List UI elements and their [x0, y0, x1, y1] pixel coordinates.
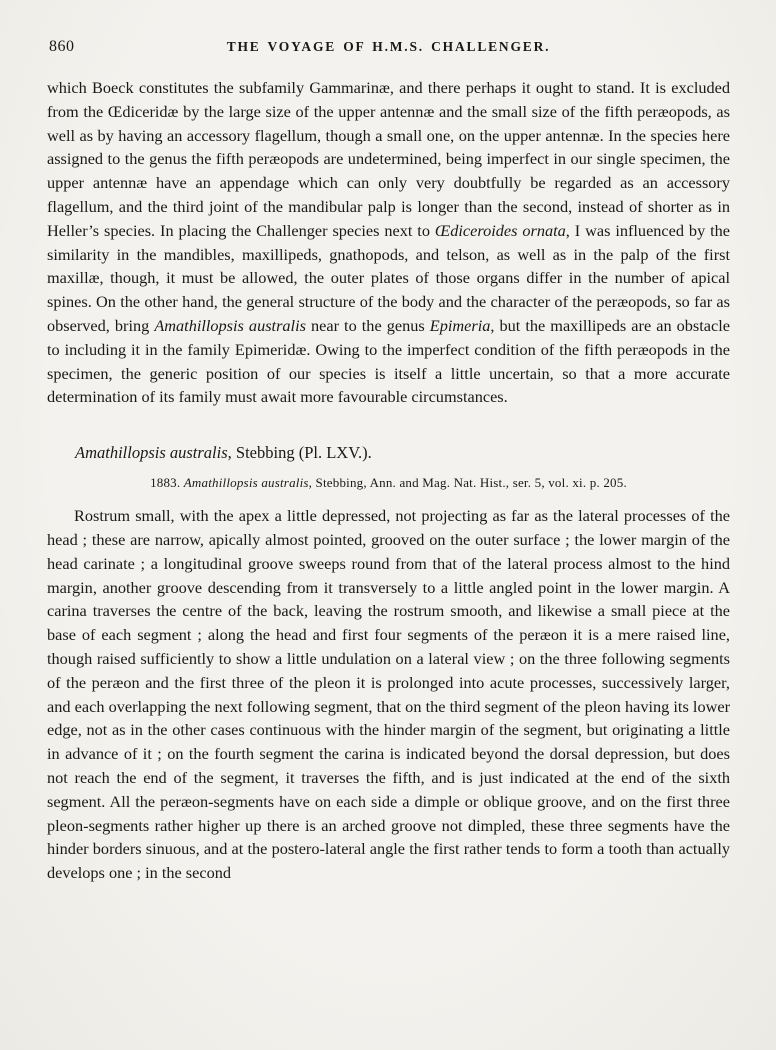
text-run: which Boeck constitutes the subfamily Gammarinæ, and there perhaps it ought to stand. It is excluded from the Œdiceridæ by the large size of the upper antennæ and the small size of the fifth peræopods, as well as by having an accessory flagellum, though a small one, on the upper antennæ. In the species here assigned to the genus the fifth peræopods are undetermined, being imperfect in our single specimen, the upper antennæ have an appendage which can only very doubtfully be regarded as an accessory flagellum, and the third joint of the mandibular palp is longer than the second, instead of shorter as in Heller’s species. In placing the Challenger species next to — [47, 78, 730, 240]
page-number: 860 — [49, 38, 75, 55]
species-heading — [75, 442, 730, 464]
species-name-amathillopsis: Amathillopsis australis — [154, 315, 306, 335]
page-header — [47, 38, 730, 60]
species-heading-name: Amathillopsis australis — [75, 443, 228, 463]
citation-year: 1883. — [150, 475, 184, 491]
genus-name-epimeria: Epimeria — [429, 315, 491, 335]
description-paragraph: Rostrum small, with the apex a little depressed, not projecting as far as the lateral processes of the head ; these are narrow, apically almost pointed, grooved on the outer surface ; the lower margin of the head carinate ; a longitudinal groove sweeps round from that of the lateral process almost to the hind margin, another groove descending from it transversely to a little angled point in the lower margin. A carina traverses the centre of the back, leaving the rostrum smooth, and likewise a small piece at the base of each segment ; along the head and first four segments of the peræon it is a mere raised line, though raised sufficiently to show a little undulation on a lateral view ; on the three following segments of the peræon and the first three of the pleon it is prolonged into acute processes, successively larger, and each overlapping the next following segment, that on the third segment of the pleon having its lower edge, not as in the other cases continuous with the hinder margin of the segment, but originating a little in advance of it ; on the fourth segment the carina is indicated beyond the dorsal depression, but does not reach the end of the segment, it traverses the fifth, and is just indicated at the end of the sixth segment. All the peræon-segments have on each side a dimple or oblique groove, and on the first three pleon-segments rather higher up there is an arched groove not dimpled, these three segments have the hinder borders sinuous, and at the postero-lateral angle the first rather tends to form a tooth than actually develops one ; in the second — [47, 506, 730, 883]
citation-line — [47, 474, 730, 492]
species-name-oediceroides: Œdiceroides ornata — [434, 220, 566, 240]
citation-species-name: Amathillopsis australis — [183, 475, 309, 491]
citation-reference: , Stebbing, Ann. and Mag. Nat. Hist., ser. 5, vol. xi. p. 205. — [308, 475, 627, 491]
text-run: near to the genus — [305, 315, 430, 335]
species-heading-attribution: , Stebbing (Pl. LXV.). — [227, 443, 372, 463]
text-run: , I was influenced by the similarity in the mandibles, maxillipeds, gnathopods, and telson, as well as in the palp of the first maxillæ, though, it must be allowed, the outer plates of those organs differ in the number of apical spines. On the other hand, the general structure of the body and the character of the peræopods, so far as observed, bring — [47, 220, 731, 335]
text-run: , but the maxillipeds are an obstacle to including it in the family Epimeridæ. Owing to the imperfect condition of the fifth peræopods in the specimen, the generic position of our species is itself a little uncertain, so that a more accurate determination of its family must await more favourable circumstances. — [47, 315, 730, 407]
running-title: THE VOYAGE OF H.M.S. CHALLENGER. — [226, 39, 551, 54]
intro-paragraph — [47, 76, 730, 409]
